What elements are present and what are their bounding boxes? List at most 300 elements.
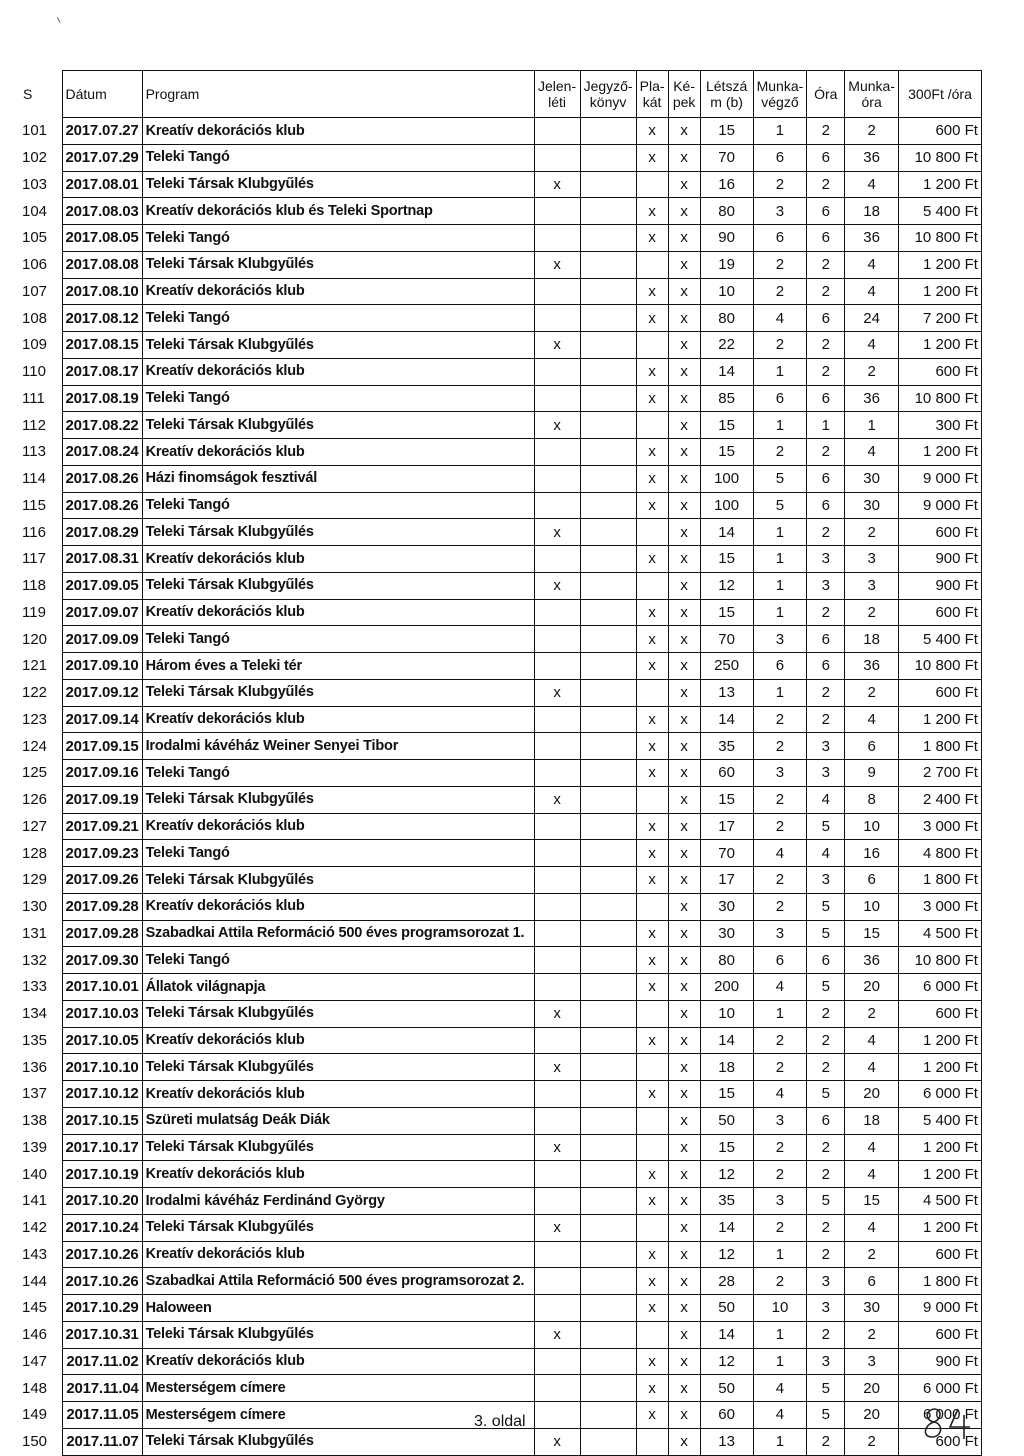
jegyzokonyv-cell [580,1081,636,1108]
table-row [20,1134,981,1161]
table-row [20,867,981,894]
jelenleti-cell [534,1348,580,1375]
letszam-cell: 15 [700,546,753,573]
munkaora-cell: 20 [845,1375,899,1402]
table-row [20,251,981,278]
row-number: 108 [22,309,48,327]
row-number: 115 [22,496,46,514]
row-number: 123 [22,710,48,728]
date-cell: 2017.11.02 [62,1348,142,1375]
letszam-cell: 14 [700,706,753,733]
jelenleti-cell [534,278,580,305]
jegyzokonyv-cell [580,867,636,894]
munkaora-cell: 6 [845,1268,899,1295]
jegyzokonyv-cell [580,1268,636,1295]
rate-cell: 1 200 Ft [898,706,981,733]
kepek-cell: x [668,813,700,840]
ora-cell: 5 [807,974,845,1001]
table-row [20,706,981,733]
program-cell: Teleki Társak Klubgyűlés [142,1054,534,1081]
program-cell: Teleki Tangó [142,492,534,519]
jelenleti-cell: x [534,251,580,278]
plakat-cell: x [636,144,668,171]
program-cell: Teleki Társak Klubgyűlés [142,1134,534,1161]
row-number: 114 [22,470,46,488]
kepek-cell: x [668,439,700,466]
kepek-cell: x [668,144,700,171]
jegyzokonyv-cell [580,1107,636,1134]
ora-cell: 6 [807,225,845,252]
row-number: 130 [22,898,48,916]
kepek-cell: x [668,1241,700,1268]
plakat-cell: x [636,920,668,947]
date-cell: 2017.09.28 [62,920,142,947]
rate-cell: 5 400 Ft [898,1107,981,1134]
date-cell: 2017.10.20 [62,1188,142,1215]
table-row [20,1214,981,1241]
munkaora-cell: 2 [845,1428,899,1455]
date-cell: 2017.08.17 [62,358,142,385]
ora-cell: 6 [807,305,845,332]
letszam-cell: 80 [700,305,753,332]
ora-cell: 5 [807,813,845,840]
rate-cell: 1 200 Ft [898,278,981,305]
row-number: 125 [22,764,48,782]
rate-cell: 300 Ft [898,412,981,439]
table-row [20,1268,981,1295]
kepek-cell: x [668,1027,700,1054]
table-row [20,947,981,974]
header-row [20,71,981,118]
letszam-cell: 19 [700,251,753,278]
rate-cell: 600 Ft [898,1321,981,1348]
header-plakat: Pla- kát [636,71,668,118]
jelenleti-cell: x [534,171,580,198]
row-number: 150 [22,1433,48,1451]
row-number: 135 [22,1031,48,1049]
ora-cell: 5 [807,1188,845,1215]
table-row [20,1428,981,1455]
jelenleti-cell [534,1081,580,1108]
row-number: 106 [22,256,48,274]
date-cell: 2017.08.15 [62,332,142,359]
rate-cell: 1 800 Ft [898,1268,981,1295]
program-cell: Teleki Társak Klubgyűlés [142,572,534,599]
munkaora-cell: 20 [845,1402,899,1429]
letszam-cell: 35 [700,733,753,760]
table-row [20,653,981,680]
date-cell: 2017.08.03 [62,198,142,225]
jelenleti-cell [534,1188,580,1215]
plakat-cell: x [636,840,668,867]
row-number: 101 [22,122,48,140]
jegyzokonyv-cell [580,760,636,787]
header-s: S [23,85,33,102]
program-cell: Teleki Tangó [142,760,534,787]
munkavegzo-cell: 6 [753,385,807,412]
ora-cell: 6 [807,492,845,519]
munkavegzo-cell: 2 [753,1214,807,1241]
munkaora-cell: 3 [845,546,899,573]
kepek-cell: x [668,1214,700,1241]
munkaora-cell: 2 [845,358,899,385]
rate-cell: 4 500 Ft [898,1188,981,1215]
jegyzokonyv-cell [580,1295,636,1322]
table-row [20,1054,981,1081]
jelenleti-cell [534,358,580,385]
ora-cell: 2 [807,519,845,546]
ora-cell: 3 [807,733,845,760]
plakat-cell: x [636,706,668,733]
date-cell: 2017.11.07 [62,1428,142,1455]
program-cell: Kreatív dekorációs klub [142,278,534,305]
jegyzokonyv-cell [580,1241,636,1268]
row-number: 119 [22,603,46,621]
jegyzokonyv-cell [580,251,636,278]
plakat-cell [636,1428,668,1455]
letszam-cell: 10 [700,278,753,305]
ora-cell: 6 [807,465,845,492]
plakat-cell: x [636,733,668,760]
ora-cell: 2 [807,278,845,305]
munkavegzo-cell: 1 [753,1000,807,1027]
kepek-cell: x [668,626,700,653]
kepek-cell: x [668,840,700,867]
kepek-cell: x [668,733,700,760]
munkavegzo-cell: 2 [753,1054,807,1081]
rate-cell: 1 200 Ft [898,251,981,278]
jegyzokonyv-cell [580,679,636,706]
program-cell: Teleki Társak Klubgyűlés [142,1214,534,1241]
date-cell: 2017.08.29 [62,519,142,546]
date-cell: 2017.10.05 [62,1027,142,1054]
jelenleti-cell [534,1161,580,1188]
table-row [20,920,981,947]
ora-cell: 6 [807,1107,845,1134]
ora-cell: 2 [807,439,845,466]
jegyzokonyv-cell [580,572,636,599]
program-cell: Mesterségem címere [142,1402,534,1429]
munkaora-cell: 36 [845,947,899,974]
munkaora-cell: 6 [845,733,899,760]
kepek-cell: x [668,492,700,519]
jelenleti-cell [534,439,580,466]
jelenleti-cell [534,867,580,894]
date-cell: 2017.08.19 [62,385,142,412]
rate-cell: 3 000 Ft [898,813,981,840]
ora-cell: 2 [807,1134,845,1161]
table-body [20,118,981,1456]
rate-cell: 1 800 Ft [898,733,981,760]
date-cell: 2017.09.07 [62,599,142,626]
letszam-cell: 15 [700,599,753,626]
jegyzokonyv-cell [580,439,636,466]
plakat-cell: x [636,1241,668,1268]
munkavegzo-cell: 10 [753,1295,807,1322]
plakat-cell [636,1214,668,1241]
letszam-cell: 70 [700,626,753,653]
rate-cell: 1 200 Ft [898,1161,981,1188]
program-cell: Szabadkai Attila Reformáció 500 éves programsorozat 1. [142,920,534,947]
ora-cell: 3 [807,572,845,599]
header-munkavegzo: Munka- végző [753,71,807,118]
jegyzokonyv-cell [580,519,636,546]
munkavegzo-cell: 1 [753,519,807,546]
kepek-cell: x [668,546,700,573]
jegyzokonyv-cell [580,947,636,974]
letszam-cell: 60 [700,1402,753,1429]
rate-cell: 900 Ft [898,572,981,599]
kepek-cell: x [668,1348,700,1375]
row-number: 124 [22,737,48,755]
kepek-cell: x [668,706,700,733]
munkavegzo-cell: 2 [753,251,807,278]
header-jegyzokonyv: Jegyző- könyv [580,71,636,118]
date-cell: 2017.11.04 [62,1375,142,1402]
munkavegzo-cell: 1 [753,546,807,573]
row-number: 128 [22,844,48,862]
letszam-cell: 15 [700,786,753,813]
munkaora-cell: 36 [845,385,899,412]
table-row [20,198,981,225]
program-cell: Teleki Tangó [142,385,534,412]
row-number: 118 [22,577,46,595]
munkaora-cell: 15 [845,920,899,947]
munkavegzo-cell: 2 [753,1134,807,1161]
jegyzokonyv-cell [580,1000,636,1027]
kepek-cell: x [668,171,700,198]
jegyzokonyv-cell [580,225,636,252]
table-row [20,974,981,1001]
jelenleti-cell: x [534,786,580,813]
jelenleti-cell [534,947,580,974]
jelenleti-cell [534,198,580,225]
ora-cell: 3 [807,546,845,573]
munkaora-cell: 18 [845,1107,899,1134]
row-number: 116 [22,523,46,541]
munkavegzo-cell: 1 [753,1348,807,1375]
plakat-cell: x [636,198,668,225]
table-row [20,144,981,171]
rate-cell: 1 800 Ft [898,867,981,894]
jelenleti-cell [534,305,580,332]
ora-cell: 2 [807,599,845,626]
munkavegzo-cell: 2 [753,813,807,840]
jelenleti-cell [534,225,580,252]
munkaora-cell: 30 [845,492,899,519]
munkavegzo-cell: 4 [753,1081,807,1108]
munkavegzo-cell: 6 [753,947,807,974]
table-row [20,626,981,653]
plakat-cell: x [636,1027,668,1054]
table-row [20,118,981,145]
munkaora-cell: 36 [845,653,899,680]
jelenleti-cell [534,813,580,840]
munkavegzo-cell: 1 [753,118,807,145]
program-cell: Teleki Társak Klubgyűlés [142,867,534,894]
table-row [20,679,981,706]
ora-cell: 4 [807,786,845,813]
jelenleti-cell: x [534,1214,580,1241]
date-cell: 2017.09.28 [62,893,142,920]
letszam-cell: 70 [700,144,753,171]
munkaora-cell: 36 [845,225,899,252]
munkavegzo-cell: 4 [753,305,807,332]
rate-cell: 1 200 Ft [898,1134,981,1161]
munkavegzo-cell: 2 [753,786,807,813]
jegyzokonyv-cell [580,492,636,519]
row-number: 104 [22,202,48,220]
header-jelenleti: Jelen- léti [534,71,580,118]
jegyzokonyv-cell [580,920,636,947]
letszam-cell: 17 [700,813,753,840]
letszam-cell: 14 [700,1027,753,1054]
munkavegzo-cell: 3 [753,198,807,225]
munkavegzo-cell: 1 [753,599,807,626]
ora-cell: 3 [807,1295,845,1322]
munkaora-cell: 4 [845,706,899,733]
row-number: 117 [22,550,46,568]
jelenleti-cell [534,385,580,412]
plakat-cell: x [636,626,668,653]
ora-cell: 2 [807,679,845,706]
ora-cell: 4 [807,840,845,867]
plakat-cell: x [636,974,668,1001]
letszam-cell: 70 [700,840,753,867]
program-cell: Teleki Társak Klubgyűlés [142,1428,534,1455]
rate-cell: 600 Ft [898,679,981,706]
row-number: 141 [22,1192,48,1210]
date-cell: 2017.10.15 [62,1107,142,1134]
ora-cell: 2 [807,1000,845,1027]
kepek-cell: x [668,1188,700,1215]
letszam-cell: 16 [700,171,753,198]
table-row [20,599,981,626]
jegyzokonyv-cell [580,1321,636,1348]
row-number: 113 [22,443,46,461]
date-cell: 2017.09.23 [62,840,142,867]
ora-cell: 3 [807,867,845,894]
table-row [20,1241,981,1268]
jegyzokonyv-cell [580,198,636,225]
kepek-cell: x [668,1428,700,1455]
plakat-cell: x [636,358,668,385]
kepek-cell: x [668,786,700,813]
jegyzokonyv-cell [580,733,636,760]
letszam-cell: 15 [700,118,753,145]
header-letszam: Létszá m (b) [700,71,753,118]
program-cell: Teleki Társak Klubgyűlés [142,1000,534,1027]
rate-cell: 600 Ft [898,358,981,385]
plakat-cell: x [636,546,668,573]
program-cell: Teleki Tangó [142,225,534,252]
kepek-cell: x [668,974,700,1001]
jegyzokonyv-cell [580,626,636,653]
munkaora-cell: 2 [845,118,899,145]
plakat-cell: x [636,653,668,680]
jegyzokonyv-cell [580,332,636,359]
munkavegzo-cell: 3 [753,626,807,653]
kepek-cell: x [668,572,700,599]
date-cell: 2017.09.12 [62,679,142,706]
jegyzokonyv-cell [580,1402,636,1429]
jegyzokonyv-cell [580,706,636,733]
munkaora-cell: 36 [845,144,899,171]
program-cell: Teleki Társak Klubgyűlés [142,332,534,359]
rate-cell: 600 Ft [898,1241,981,1268]
kepek-cell: x [668,1402,700,1429]
kepek-cell: x [668,519,700,546]
kepek-cell: x [668,278,700,305]
kepek-cell: x [668,760,700,787]
ora-cell: 2 [807,1428,845,1455]
munkavegzo-cell: 1 [753,1321,807,1348]
ora-cell: 5 [807,920,845,947]
table-row [20,1188,981,1215]
row-number: 133 [22,978,48,996]
jelenleti-cell [534,893,580,920]
jegyzokonyv-cell [580,546,636,573]
jegyzokonyv-cell [580,786,636,813]
jelenleti-cell [534,492,580,519]
row-number: 144 [22,1272,48,1290]
munkavegzo-cell: 1 [753,572,807,599]
date-cell: 2017.09.30 [62,947,142,974]
row-number: 131 [22,924,48,942]
jegyzokonyv-cell [580,653,636,680]
table-row [20,1027,981,1054]
munkaora-cell: 8 [845,786,899,813]
row-number: 138 [22,1112,48,1130]
table-row [20,1375,981,1402]
date-cell: 2017.08.22 [62,412,142,439]
plakat-cell: x [636,118,668,145]
munkaora-cell: 1 [845,412,899,439]
program-cell: Kreatív dekorációs klub és Teleki Sportnap [142,198,534,225]
jegyzokonyv-cell [580,278,636,305]
event-log-table [20,70,982,1456]
rate-cell: 6 000 Ft [898,1402,981,1429]
munkavegzo-cell: 2 [753,1161,807,1188]
ora-cell: 2 [807,1321,845,1348]
munkavegzo-cell: 5 [753,492,807,519]
munkaora-cell: 30 [845,1295,899,1322]
rate-cell: 600 Ft [898,118,981,145]
jegyzokonyv-cell [580,1375,636,1402]
kepek-cell: x [668,920,700,947]
letszam-cell: 100 [700,465,753,492]
page-label: 3. oldal [474,1413,526,1430]
jelenleti-cell [534,626,580,653]
program-cell: Kreatív dekorációs klub [142,1027,534,1054]
plakat-cell: x [636,1375,668,1402]
date-cell: 2017.08.31 [62,546,142,573]
munkavegzo-cell: 2 [753,1268,807,1295]
letszam-cell: 14 [700,358,753,385]
munkaora-cell: 4 [845,251,899,278]
ora-cell: 3 [807,1268,845,1295]
table-row [20,813,981,840]
rate-cell: 3 000 Ft [898,893,981,920]
munkavegzo-cell: 6 [753,144,807,171]
row-number: 145 [22,1299,48,1317]
jelenleti-cell [534,653,580,680]
table-row [20,385,981,412]
program-cell: Kreatív dekorációs klub [142,358,534,385]
letszam-cell: 30 [700,893,753,920]
rate-cell: 1 200 Ft [898,439,981,466]
jelenleti-cell [534,706,580,733]
